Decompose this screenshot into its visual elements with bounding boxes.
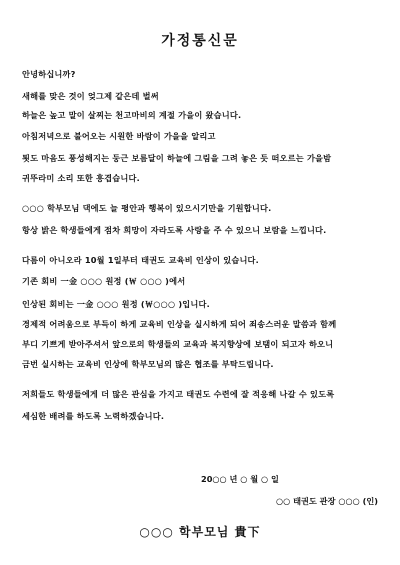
paragraph-line: 항상 밝은 학생들에게 점차 희망이 자라도록 사랑을 주 수 있으니 보람을 느낍니다.: [22, 225, 327, 235]
paragraph-line: 하늘은 높고 말이 살찌는 천고마비의 계절 가을이 왔습니다.: [22, 110, 242, 120]
paragraph-line: 귀뚜라미 소리 또한 흥겹습니다.: [22, 173, 140, 183]
greeting: 안녕하십니까?: [22, 69, 76, 79]
letter-date: 20○○ 년 ○ 월 ○ 일: [201, 474, 279, 484]
paragraph-line: 세심한 배려를 하도록 노력하겠습니다.: [22, 411, 165, 421]
paragraph-line: 기존 회비 一金 ○○○ 원정 (￦ ○○○ )에서: [22, 276, 186, 286]
paragraph-line: 다름이 아니오라 10월 1일부터 태권도 교육비 인상이 있습니다.: [22, 255, 259, 265]
letter-signer: ○○ 태권도 관장 ○○○ (인): [275, 496, 378, 506]
paragraph-line: 부디 기쁘게 받아주셔서 앞으로의 학생들의 교육과 복지향상에 보탬이 되고자 하오니: [22, 339, 334, 349]
paragraph-line: 아침저녁으로 불어오는 시원한 바람이 가을을 알리고: [22, 131, 216, 141]
letter-recipient: ○○○ 학부모님 貴下: [139, 525, 261, 539]
paragraph-line: 저희들도 학생들에게 더 많은 관심을 가지고 태권도 수련에 잘 적응해 나갈 수 있도록: [22, 389, 335, 399]
paragraph-line: 툇도 마음도 풍성해지는 둥근 보름달이 하늘에 그림을 그려 놓은 듯 떠오르는 가을밤: [22, 153, 332, 163]
paragraph-line: ○○○ 학부모님 댁에도 늘 평안과 행복이 있으시기만을 기원합니다.: [22, 203, 272, 213]
paragraph-line: 경제적 어려움으로 부득이 하게 교육비 인상을 실시하게 되어 죄송스러운 말씀과 함께: [22, 319, 337, 329]
paragraph-line: 금번 실시하는 교육비 인상에 학부모님의 많은 협조를 부탁드립니다.: [22, 359, 274, 369]
document-title: 가정통신문: [161, 33, 239, 49]
paragraph-line: 인상된 회비는 一金 ○○○ 원정 (￦○○○ )입니다.: [22, 299, 210, 309]
paragraph-line: 새해를 맞은 것이 엊그제 같은데 벌써: [22, 91, 159, 101]
